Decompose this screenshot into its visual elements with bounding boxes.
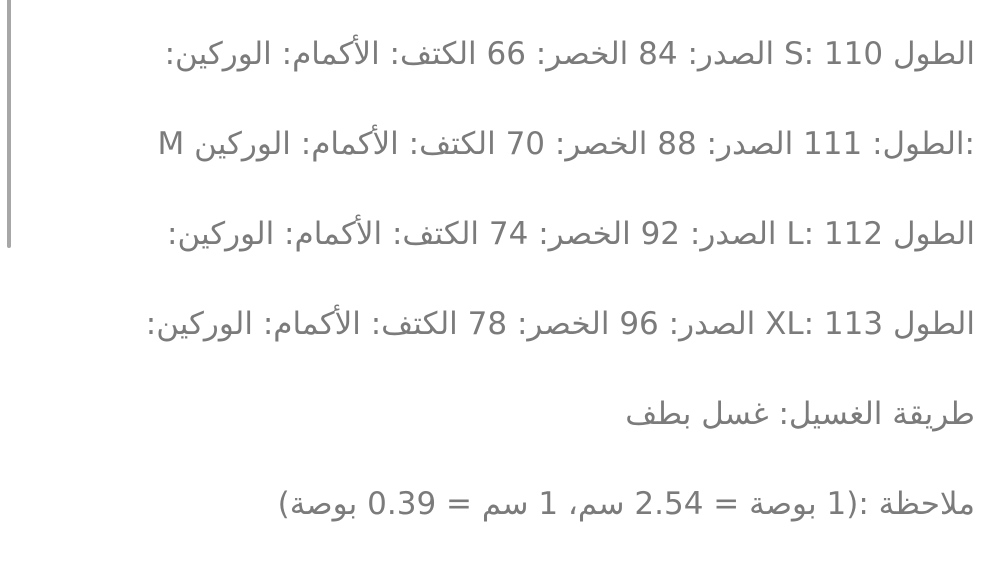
vertical-scrollbar-thumb[interactable] — [7, 0, 11, 248]
size-row-xl: الطول XL: 113 الصدر: 96 الخصر: 78 الكتف: الأكمام: الوركين: — [145, 306, 975, 342]
size-row-m: :الطول: 111 الصدر: 88 الخصر: 70 الكتف: الأكمام: الوركين M — [157, 126, 975, 162]
washing-instructions: طريقة الغسيل: غسل بطف — [625, 396, 975, 432]
size-row-s: الطول S: 110 الصدر: 84 الخصر: 66 الكتف: الأكمام: الوركين: — [164, 36, 975, 72]
unit-conversion-note: ملاحظة :(1 بوصة = 2.54 سم، 1 سم = 0.39 بوصة) — [277, 486, 975, 522]
size-row-l: الطول L: 112 الصدر: 92 الخصر: 74 الكتف: الأكمام: الوركين: — [167, 216, 975, 252]
